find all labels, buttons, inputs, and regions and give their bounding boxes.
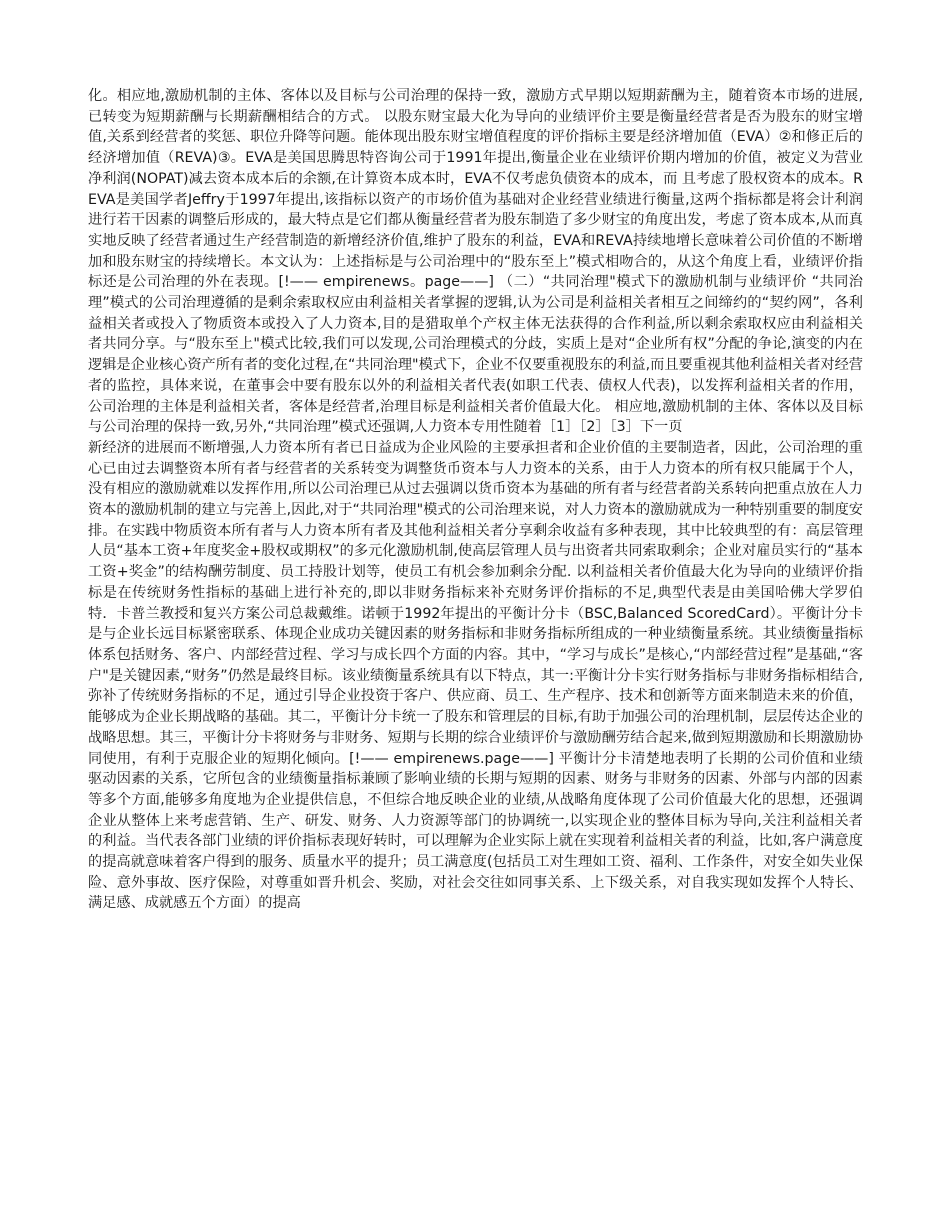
- paragraph-1: 化。相应地,激励机制的主体、客体以及目标与公司治理的保持一致，激励方式早期以短期薪酬为主，随着资本市场的进展,已转变为短期薪酬与长期薪酬相结合的方式。 以股东财宝最大化为导向的业绩评价主要是衡量经营者是否为股东的财宝增值,关系到经营者的奖惩、职位升降等问题。能体现出股东财宝增值程度的评价指标主要是经济增加值（EVA）②和修正后的经济增加值（REVA)③。EVA是美国思腾思特咨询公司于1991年提出,衡量企业在业绩评价期内增加的价值，被定义为营业净利润(NOPAT)减去资本成本后的余额,在计算资本成本时，EVA不仅考虑负债资本的成本，而 且考虑了股权资本的成本。REVA是美国学者Jeffry于1997年提出,该指标以资产的市场价值为基础对企业经营业绩进行衡量,这两个指标都是将会计利润进行若干因素的调整后形成的，最大特点是它们都从衡量经营者为股东制造了多少财宝的角度出发，考虑了资本成本,从而真实地反映了经营者通过生产经营制造的新增经济价值,维护了股东的利益，EVA和REVA持续地增长意味着公司价值的不断增加和股东财宝的持续增长。本文认为：上述指标是与公司治理中的“股东至上”模式相吻合的，从这个角度上看，业绩评价指标还是公司治理的外在表现。[!—— empirenews。page——] （二）“共同治理"模式下的激励机制与业绩评价 “共同治理”模式的公司治理遵循的是剩余索取权应由利益相关者掌握的逻辑,认为公司是利益相关者相互之间缔约的“契约网”，各利益相关者或投入了物质资本或投入了人力资本,目的是猎取单个产权主体无法获得的合作利益,所以剩余索取权应由利益相关者共同分享。与“股东至上"模式比较,我们可以发现,公司治理模式的分歧，实质上是对“企业所有权”分配的争论,演变的内在逻辑是企业核心资产所有者的变化过程,在“共同治理"模式下，企业不仅要重视股东的利益,而且要重视其他利益相关者对经营者的监控，具体来说，在董事会中要有股东以外的利益相关者代表(如职工代表、债权人代表)，以发挥利益相关者的作用，公司治理的主体是利益相关者，客体是经营者,治理目标是利益相关者价值最大化。 相应地,激励机制的主体、客体以及目标与公司治理的保持一致,另外,“共同治理”模式还强调,人力资本专用性随着［1］［2］［3］下一页: [88, 88, 863, 436]
- paragraph-2: 新经济的进展而不断增强,人力资本所有者已日益成为企业风险的主要承担者和企业价值的主要制造者，因此，公司治理的重心已由过去调整资本所有者与经营者的关系转变为调整货币资本与人力资本的关系，由于人力资本的所有权只能属于个人，没有相应的激励就难以发挥作用,所以公司治理已从过去强调以货币资本为基础的所有者与经营者韵关系转向把重点放在人力资本的激励机制的建立与完善上,因此,对于“共同治理"模式的公司治理来说，对人力资本的激励就成为一种特别重要的制度安排。在实践中物质资本所有者与人力资本所有者及其他利益相关者分享剩余收益有多种表现，其中比较典型的有：高层管理人员“基本工资+年度奖金+股权或期权”的多元化激励机制,使高层管理人员与出资者共同索取剩余；企业对雇员实行的“基本工资+奖金”的结构酬劳制度、员工持股计划等，使员工有机会参加剩余分配. 以利益相关者价值最大化为导向的业绩评价指标是在传统财务性指标的基础上进行补充的,即以非财务指标来补充财务评价指标的不足,典型代表是由美国哈佛大学罗伯特．卡普兰教授和复兴方案公司总裁戴维。诺顿于1992年提出的平衡计分卡（BSC,Balanced ScoredCard）。平衡计分卡是与企业长远目标紧密联系、体现企业成功关键因素的财务指标和非财务指标所组成的一种业绩衡量系统。其业绩衡量指标 体系包括财务、客户、内部经营过程、学习与成长四个方面的内容。其中，“学习与成长”是核心,“内部经营过程”是基础,“客户"是关键因素,“财务”仍然是最终目标。该业绩衡量系统具有以下特点，其一:平衡计分卡实行财务指标与非财务指标相结合,弥补了传统财务指标的不足，通过引导企业投资于客户、供应商、员工、生产程序、技术和创新等方面来制造未来的价值，能够成为企业长期战略的基础。其二，平衡计分卡统一了股东和管理层的目标,有助于加强公司的治理机制，层层传达企业的战略思想。其三，平衡计分卡将财务与非财务、短期与长期的综合业绩评价与激励酬劳结合起来,做到短期激励和长期激励协同使用，有利于克服企业的短期化倾向。[!—— empirenews.page——] 平衡计分卡清楚地表明了长期的公司价值和业绩驱动因素的关系，它所包含的业绩衡量指标兼顾了影响业绩的长期与短期的因素、财务与非财务的因素、外部与内部的因素等多个方面,能够多角度地为企业提供信息，不但综合地反映企业的业绩,从战略角度体现了公司价值最大化的思想，还强调企业从整体上来考虑营销、生产、研发、财务、人力资源等部门的协调统一,以实现企业的整体目标为导向,关注利益相关者的利益。当代表各部门业绩的评价指标表现好转时，可以理解为企业实际上就在实现着利益相关者的利益，比如,客户满意度的提高就意味着客户得到的服务、质量水平的提升；员工满意度(包括员工对生理如工资、福利、工作条件，对安全如失业保险、意外事故、医疗保险，对尊重如晋升机会、奖励，对社会交往如同事关系、上下级关系，对自我实现如发挥个人特长、满足感、成就感五个方面）的提高: [88, 439, 863, 912]
- document-page: [88, 86, 863, 914]
